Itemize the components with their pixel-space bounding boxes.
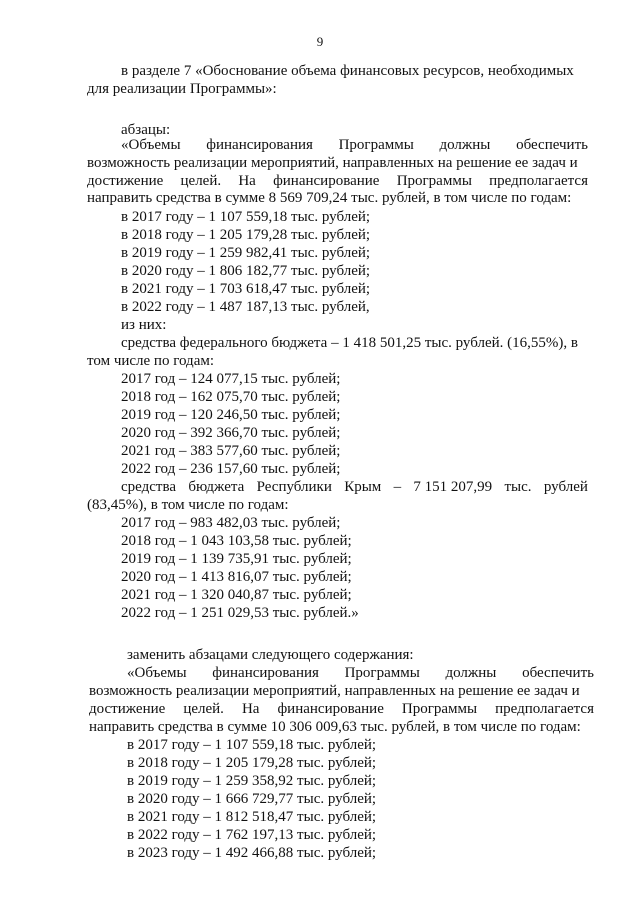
old-paragraph-line-1 [121, 136, 588, 154]
old-paragraph-line-3 [87, 172, 588, 190]
new-year-row: в 2021 году – 1 812 518,47 тыс. рублей; [127, 809, 377, 825]
old-year-row: в 2020 году – 1 806 182,77 тыс. рублей; [121, 263, 371, 279]
new-paragraph-line-1 [127, 664, 594, 682]
new-p3-word: достижение [89, 701, 166, 717]
new-p1-word: Программы [344, 665, 420, 681]
old-year-row: в 2019 году – 1 259 982,41 тыс. рублей; [121, 245, 371, 261]
old-crimea-word: – [393, 479, 402, 495]
old-federal-year-row: 2020 год – 392 366,70 тыс. рублей; [121, 425, 341, 441]
old-year-row: в 2022 году – 1 487 187,13 тыс. рублей, [121, 299, 370, 315]
old-crimea-year-row: 2017 год – 983 482,03 тыс. рублей; [121, 515, 341, 531]
new-year-row: в 2023 году – 1 492 466,88 тыс. рублей; [127, 845, 377, 861]
old-crimea-year-row: 2022 год – 1 251 029,53 тыс. рублей.» [121, 605, 359, 621]
old-federal-line-1: средства федерального бюджета – 1 418 501,25 тыс. рублей. (16,55%), в [121, 335, 578, 351]
section-intro-line-2: для реализации Программы»: [87, 81, 277, 97]
old-p1-word: должны [439, 137, 491, 153]
new-p3-word: предполагается [495, 701, 594, 717]
old-federal-year-row: 2017 год – 124 077,15 тыс. рублей; [121, 371, 341, 387]
old-crimea-word: рублей [543, 479, 588, 495]
old-crimea-word: 7 151 207,99 [413, 479, 493, 495]
new-year-row: в 2019 году – 1 259 358,92 тыс. рублей; [127, 773, 377, 789]
old-crimea-line-2: (83,45%), в том числе по годам: [87, 497, 289, 513]
old-crimea-word: Крым [344, 479, 382, 495]
old-p3-word: Программы [396, 173, 472, 189]
old-crimea-year-row: 2021 год – 1 320 040,87 тыс. рублей; [121, 587, 352, 603]
page-number: 9 [316, 34, 324, 49]
old-crimea-year-row: 2019 год – 1 139 735,91 тыс. рублей; [121, 551, 352, 567]
new-year-row: в 2022 году – 1 762 197,13 тыс. рублей; [127, 827, 377, 843]
new-year-row: в 2020 году – 1 666 729,77 тыс. рублей; [127, 791, 377, 807]
old-year-row: в 2021 году – 1 703 618,47 тыс. рублей; [121, 281, 371, 297]
old-p3-word: достижение [87, 173, 164, 189]
new-year-row: в 2017 году – 1 107 559,18 тыс. рублей; [127, 737, 377, 753]
old-crimea-year-row: 2018 год – 1 043 103,58 тыс. рублей; [121, 533, 352, 549]
old-crimea-word: Республики [256, 479, 332, 495]
new-p1-word: «Объемы [127, 665, 187, 681]
old-crimea-word: тыс. [504, 479, 532, 495]
old-p3-word: предполагается [489, 173, 588, 189]
old-crimea-year-row: 2020 год – 1 413 816,07 тыс. рублей; [121, 569, 352, 585]
new-label: заменить абзацами следующего содержания: [127, 647, 414, 663]
old-paragraph-line-2: возможность реализации мероприятий, направленных на решение ее задач и [87, 155, 578, 171]
old-p3-word: целей. [180, 173, 222, 189]
new-year-row: в 2018 году – 1 205 179,28 тыс. рублей; [127, 755, 377, 771]
old-p1-word: обеспечить [516, 137, 588, 153]
new-p1-word: обеспечить [522, 665, 594, 681]
old-p1-word: Программы [338, 137, 414, 153]
old-federal-line-2: том числе по годам: [87, 353, 215, 369]
new-p3-word: финансирование [277, 701, 384, 717]
old-p3-word: финансирование [273, 173, 380, 189]
old-federal-year-row: 2022 год – 236 157,60 тыс. рублей; [121, 461, 341, 477]
old-p1-word: «Объемы [121, 137, 181, 153]
new-p3-word: целей. [183, 701, 224, 717]
new-paragraph-line-4: направить средства в сумме 10 306 009,63 тыс. рублей, в том числе по годам: [89, 719, 581, 735]
old-crimea-word: средства [121, 479, 177, 495]
old-federal-year-row: 2019 год – 120 246,50 тыс. рублей; [121, 407, 341, 423]
old-crimea-word: бюджета [188, 479, 245, 495]
new-p3-word: Программы [401, 701, 478, 717]
new-paragraph-line-3 [89, 700, 594, 718]
old-federal-year-row: 2021 год – 383 577,60 тыс. рублей; [121, 443, 341, 459]
old-of-them: из них: [121, 317, 167, 333]
old-year-row: в 2017 году – 1 107 559,18 тыс. рублей; [121, 209, 371, 225]
old-year-row: в 2018 году – 1 205 179,28 тыс. рублей; [121, 227, 371, 243]
old-paragraph-line-4: направить средства в сумме 8 569 709,24 тыс. рублей, в том числе по годам: [87, 190, 572, 206]
section-intro-line-1: в разделе 7 «Обоснование объема финансовых ресурсов, необходимых [121, 63, 574, 79]
old-p3-word: На [238, 173, 256, 189]
new-p3-word: На [241, 701, 260, 717]
new-p1-word: должны [445, 665, 497, 681]
new-p1-word: финансирования [212, 665, 319, 681]
old-label: абзацы: [121, 122, 171, 138]
old-federal-year-row: 2018 год – 162 075,70 тыс. рублей; [121, 389, 341, 405]
old-crimea-line-1 [121, 478, 588, 496]
new-paragraph-line-2: возможность реализации мероприятий, направленных на решение ее задач и [89, 683, 580, 699]
old-p1-word: финансирования [206, 137, 313, 153]
